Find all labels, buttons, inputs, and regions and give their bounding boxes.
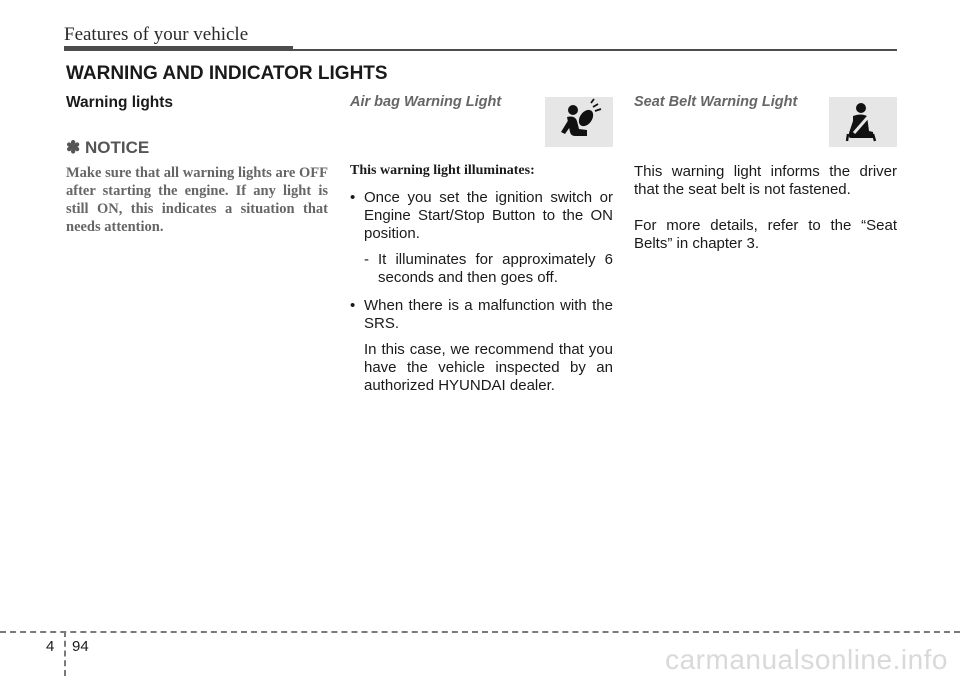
bullet-text: Once you set the ignition switch or Engine Start/Stop Button to the ON position. — [364, 189, 613, 242]
column-warning-lights — [66, 92, 328, 236]
header-rule — [293, 49, 897, 51]
seat-belt-heading: Seat Belt Warning Light — [634, 94, 798, 110]
column-airbag — [350, 92, 613, 395]
bullet-mark: • — [350, 297, 356, 314]
seat-belt-section-header — [634, 94, 897, 146]
notice-text: Make sure that all warning lights are OFF after starting the engine. If any light is still ON, this indicates a situation that needs attention. — [66, 165, 328, 235]
seat-belt-warning-icon — [829, 97, 897, 147]
airbag-lead-text: This warning light illuminates: — [350, 163, 535, 178]
watermark: carmanualsonline.info — [665, 644, 948, 675]
notice-title: ✽ NOTICE — [66, 138, 150, 157]
seat-belt-para-2: For more details, refer to the “Seat Belts” in chapter 3. — [634, 217, 897, 252]
column-seat-belt — [634, 92, 897, 253]
bullet-text: When there is a malfunction with the SRS. — [364, 297, 613, 332]
sub-item-text: It illuminates for approximately 6 seconds and then goes off. — [378, 251, 613, 286]
footer-rule — [0, 631, 960, 633]
section-header: Features of your vehicle — [64, 24, 249, 45]
airbag-section-header — [350, 94, 613, 146]
chapter-number: 4 — [46, 638, 55, 655]
seat-belt-para-1: This warning light informs the driver that the seat belt is not fastened. — [634, 163, 897, 198]
airbag-bullet-2 — [350, 297, 613, 333]
header-accent-bar — [64, 46, 293, 51]
bullet-mark: • — [350, 189, 356, 206]
airbag-warning-icon — [545, 97, 613, 147]
airbag-bullet-1 — [350, 189, 613, 243]
airbag-heading: Air bag Warning Light — [350, 94, 502, 110]
footer-divider — [64, 631, 66, 676]
sub-item-mark: - — [364, 251, 369, 268]
airbag-sub-item — [350, 251, 613, 287]
page-title: WARNING AND INDICATOR LIGHTS — [66, 63, 388, 84]
airbag-note: In this case, we recommend that you have the vehicle inspected by an authorized HYUNDAI dealer. — [364, 341, 613, 394]
page-number: 94 — [72, 638, 89, 655]
warning-lights-heading: Warning lights — [66, 94, 174, 111]
